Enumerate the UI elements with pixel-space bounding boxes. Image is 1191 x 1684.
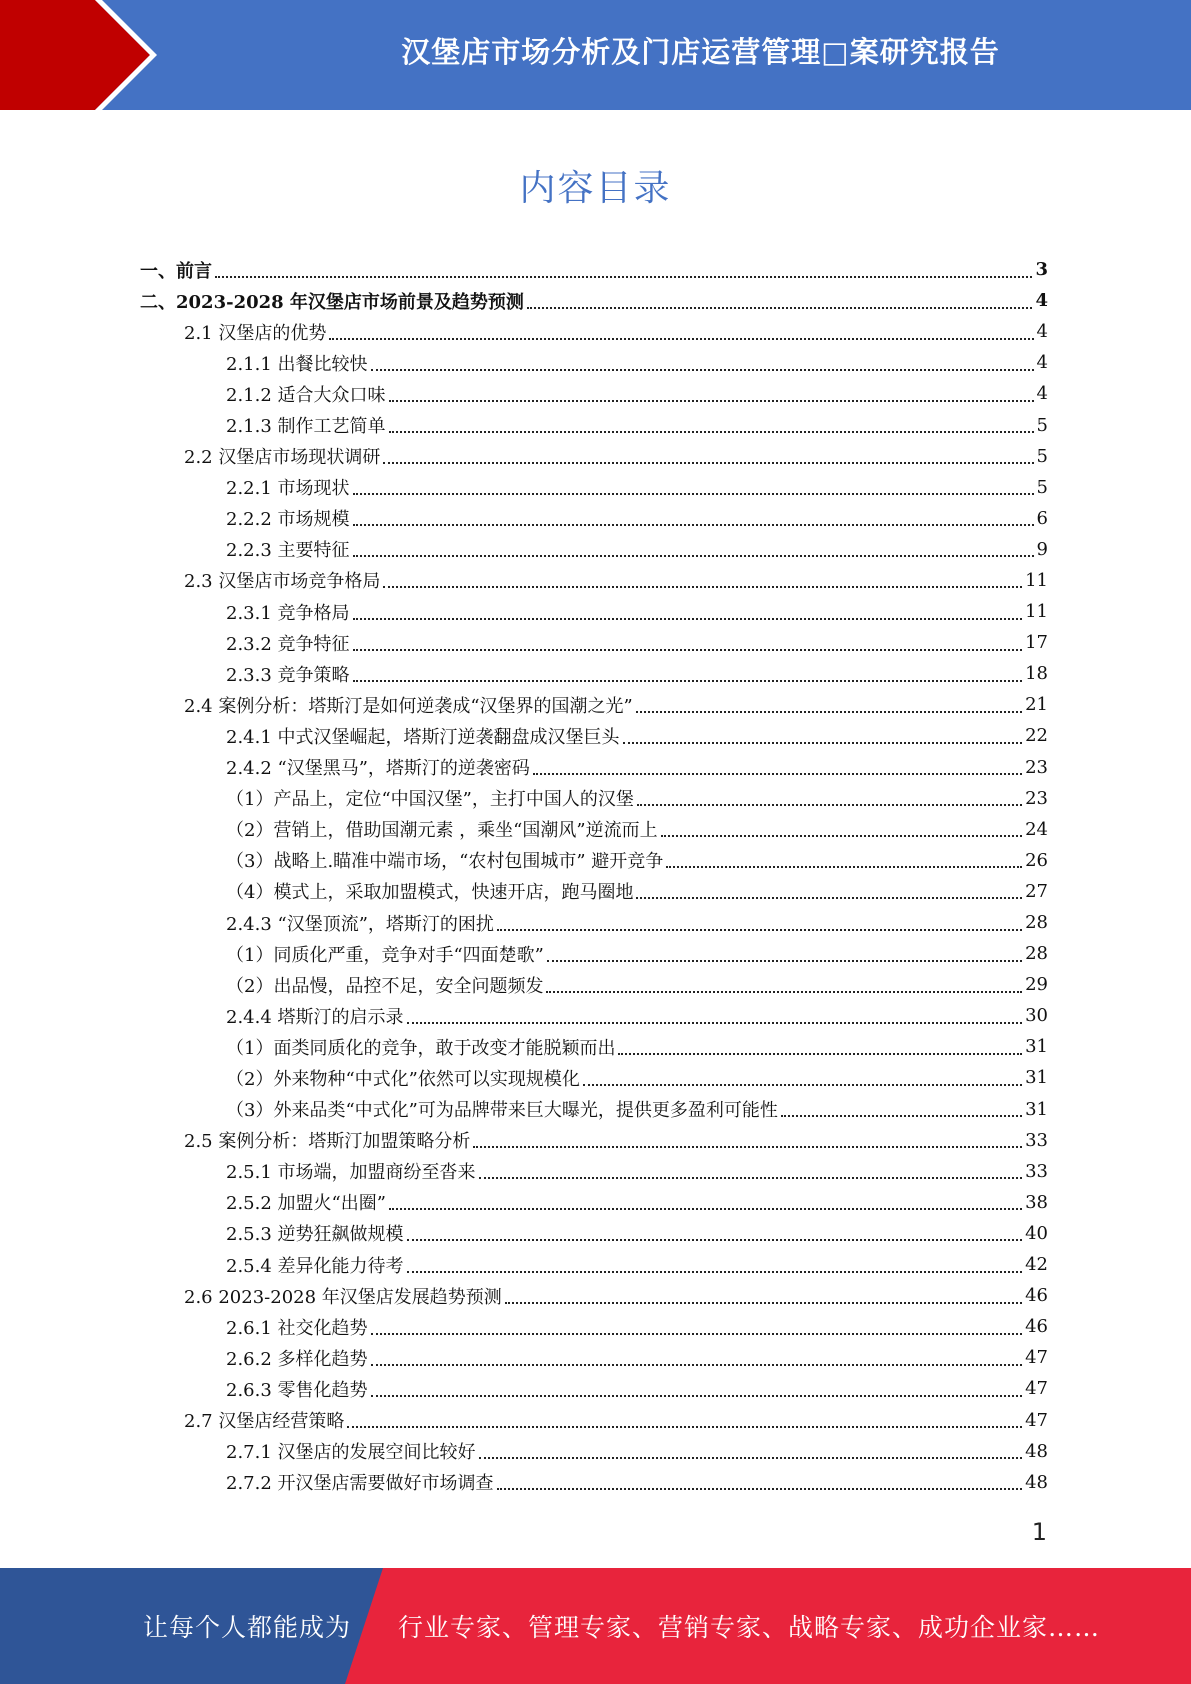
toc-entry[interactable] [140, 876, 1048, 907]
dot-leader [389, 431, 1034, 433]
toc-entry-page: 31 [1025, 1036, 1048, 1058]
toc-entry-page: 17 [1025, 632, 1048, 654]
toc-entry-label: 2.5.3 逆势狂飙做规模 [226, 1224, 404, 1246]
toc-entry-label: 2.4 案例分析：塔斯汀是如何逆袭成“汉堡界的国潮之光” [184, 695, 633, 717]
toc-entry-page: 5 [1036, 476, 1048, 498]
toc-entry[interactable] [140, 316, 1048, 347]
toc-entry-page: 42 [1025, 1254, 1048, 1276]
toc-entry[interactable] [140, 441, 1048, 472]
dot-leader [353, 555, 1034, 557]
toc-entry-page: 48 [1025, 1440, 1048, 1462]
toc-entry-label: （3）外来品类“中式化”可为品牌带来巨大曝光，提供更多盈利可能性 [226, 1100, 778, 1122]
toc-entry-label: 2.4.1 中式汉堡崛起，塔斯汀逆袭翻盘成汉堡巨头 [226, 726, 620, 748]
table-of-contents [140, 254, 1048, 1498]
toc-entry[interactable] [140, 254, 1048, 285]
toc-entry-page: 11 [1025, 601, 1048, 623]
dot-leader [479, 1457, 1023, 1459]
dot-leader [533, 773, 1022, 775]
toc-entry-label: 2.4.3 “汉堡顶流”，塔斯汀的困扰 [226, 913, 494, 935]
toc-entry-label: 2.2.2 市场规模 [226, 509, 350, 531]
toc-entry-page: 5 [1036, 414, 1048, 436]
toc-entry-page: 47 [1025, 1347, 1048, 1369]
toc-entry[interactable] [140, 1062, 1048, 1093]
toc-entry-label: （2）出品慢，品控不足，安全问题频发 [226, 975, 544, 997]
toc-entry-label: 一、前言 [140, 260, 212, 282]
toc-entry-page: 33 [1025, 1160, 1048, 1182]
dot-leader [479, 1177, 1023, 1179]
toc-entry-label: （1）同质化严重，竞争对手“四面楚歌” [226, 944, 544, 966]
toc-entry-label: （1）面类同质化的竞争，敢于改变才能脱颖而出 [226, 1037, 616, 1059]
toc-entry-page: 30 [1025, 1005, 1048, 1027]
toc-entry[interactable] [140, 1156, 1048, 1187]
toc-entry[interactable] [140, 627, 1048, 658]
toc-entry[interactable] [140, 720, 1048, 751]
dot-leader [473, 1146, 1022, 1148]
toc-entry-label: 二、2023-2028 年汉堡店市场前景及趋势预测 [140, 291, 524, 313]
toc-entry-label: 2.4.2 “汉堡黑马”，塔斯汀的逆袭密码 [226, 758, 530, 780]
toc-entry-label: 2.7 汉堡店经营策略 [184, 1411, 345, 1433]
dot-leader [637, 804, 1022, 806]
toc-entry[interactable] [140, 472, 1048, 503]
toc-entry[interactable] [140, 1094, 1048, 1125]
dot-leader [353, 524, 1034, 526]
toc-entry-label: 2.2.1 市场现状 [226, 478, 350, 500]
header-banner [0, 0, 1191, 110]
toc-entry-label: （2）营销上，借助国潮元素 ，乘坐“国潮风”逆流而上 [226, 820, 658, 842]
dot-leader [618, 1053, 1022, 1055]
dot-leader [371, 1333, 1023, 1335]
dot-leader [781, 1115, 1022, 1117]
toc-entry-page: 23 [1025, 787, 1048, 809]
toc-entry-label: 2.2 汉堡店市场现状调研 [184, 447, 381, 469]
toc-entry[interactable] [140, 783, 1048, 814]
toc-entry-label: 2.3 汉堡店市场竞争格局 [184, 571, 381, 593]
toc-entry-page: 26 [1025, 849, 1048, 871]
toc-entry-label: 2.6.1 社交化趋势 [226, 1317, 368, 1339]
toc-entry-label: （3）战略上.瞄准中端市场，“农村包围城市” 避开竞争 [226, 851, 664, 873]
toc-entry-label: 2.6 2023-2028 年汉堡店发展趋势预测 [184, 1286, 502, 1308]
page-number: 1 [1031, 1518, 1047, 1546]
toc-entry-page: 4 [1036, 383, 1048, 405]
toc-entry-page: 46 [1025, 1285, 1048, 1307]
toc-entry[interactable] [140, 534, 1048, 565]
toc-entry-label: 2.6.3 零售化趋势 [226, 1379, 368, 1401]
toc-entry-page: 28 [1025, 943, 1048, 965]
toc-entry[interactable] [140, 378, 1048, 409]
toc-entry-label: 2.1.2 适合大众口味 [226, 384, 386, 406]
dot-leader [527, 307, 1033, 309]
toc-entry-label: 2.7.2 开汉堡店需要做好市场调查 [226, 1473, 494, 1495]
toc-entry-label: 2.6.2 多样化趋势 [226, 1348, 368, 1370]
footer-banner [0, 1568, 1191, 1684]
toc-entry-page: 46 [1025, 1316, 1048, 1338]
toc-entry-label: （4）模式上，采取加盟模式，快速开店，跑马圈地 [226, 882, 634, 904]
toc-entry-label: 2.5.4 差异化能力待考 [226, 1255, 404, 1277]
toc-entry[interactable] [140, 752, 1048, 783]
toc-entry-label: 2.5.1 市场端，加盟商纷至沓来 [226, 1162, 476, 1184]
toc-entry-label: 2.1 汉堡店的优势 [184, 322, 327, 344]
toc-entry-page: 29 [1025, 974, 1048, 996]
toc-entry-page: 11 [1025, 569, 1048, 591]
toc-entry[interactable] [140, 1311, 1048, 1342]
toc-entry-page: 31 [1025, 1067, 1048, 1089]
toc-entry-page: 6 [1036, 507, 1048, 529]
toc-entry[interactable] [140, 907, 1048, 938]
toc-entry-page: 21 [1025, 694, 1048, 716]
toc-entry-label: 2.7.1 汉堡店的发展空间比较好 [226, 1442, 476, 1464]
toc-entry[interactable] [140, 969, 1048, 1000]
dot-leader [505, 1302, 1022, 1304]
toc-entry-label: 2.1.1 出餐比较快 [226, 353, 368, 375]
dot-leader [215, 276, 1032, 278]
toc-entry[interactable] [140, 658, 1048, 689]
dot-leader [547, 960, 1022, 962]
toc-entry-page: 3 [1035, 259, 1048, 281]
toc-entry[interactable] [140, 1467, 1048, 1498]
toc-entry[interactable] [140, 503, 1048, 534]
toc-entry-label: 2.5.2 加盟火“出圈” [226, 1193, 386, 1215]
toc-entry[interactable] [140, 1436, 1048, 1467]
toc-entry-label: 2.2.3 主要特征 [226, 540, 350, 562]
dot-leader [353, 618, 1023, 620]
dot-leader [371, 1395, 1023, 1397]
toc-entry[interactable] [140, 285, 1048, 316]
dot-leader [353, 649, 1023, 651]
dot-leader [371, 1364, 1023, 1366]
toc-entry[interactable] [140, 1187, 1048, 1218]
dot-leader [623, 742, 1023, 744]
dot-leader [497, 1488, 1023, 1490]
toc-entry[interactable] [140, 938, 1048, 969]
toc-entry-page: 28 [1025, 912, 1048, 934]
toc-entry-page: 18 [1025, 663, 1048, 685]
dot-leader [353, 680, 1023, 682]
toc-entry-page: 23 [1025, 756, 1048, 778]
toc-entry-label: 2.3.1 竞争格局 [226, 602, 350, 624]
dot-leader [546, 991, 1022, 993]
toc-entry-page: 9 [1036, 538, 1048, 560]
toc-entry-label: （2）外来物种“中式化”依然可以实现规模化 [226, 1068, 580, 1090]
toc-entry[interactable] [140, 1000, 1048, 1031]
toc-entry-page: 4 [1035, 290, 1048, 312]
toc-entry[interactable] [140, 1218, 1048, 1249]
toc-entry[interactable] [140, 565, 1048, 596]
toc-entry[interactable] [140, 814, 1048, 845]
toc-entry-page: 4 [1036, 352, 1048, 374]
toc-entry-page: 4 [1036, 321, 1048, 343]
dot-leader [497, 929, 1022, 931]
dot-leader [383, 462, 1033, 464]
footer-slogan: 让每个人都能成为 [143, 1613, 352, 1642]
toc-entry-page: 31 [1025, 1098, 1048, 1120]
toc-entry[interactable] [140, 1373, 1048, 1404]
toc-entry[interactable] [140, 689, 1048, 720]
toc-entry[interactable] [140, 347, 1048, 378]
toc-entry-page: 47 [1025, 1409, 1048, 1431]
toc-entry-page: 33 [1025, 1129, 1048, 1151]
dot-leader [383, 586, 1022, 588]
dot-leader [636, 711, 1022, 713]
dot-leader [636, 897, 1022, 899]
toc-entry[interactable] [140, 409, 1048, 440]
toc-entry[interactable] [140, 1280, 1048, 1311]
toc-entry[interactable] [140, 596, 1048, 627]
toc-entry-label: 2.5 案例分析：塔斯汀加盟策略分析 [184, 1131, 471, 1153]
toc-entry[interactable] [140, 1404, 1048, 1435]
toc-entry-page: 5 [1036, 445, 1048, 467]
toc-entry-page: 22 [1025, 725, 1048, 747]
toc-heading: 内容目录 [519, 168, 672, 209]
toc-entry-page: 24 [1025, 818, 1048, 840]
toc-entry[interactable] [140, 845, 1048, 876]
dot-leader [347, 1426, 1022, 1428]
report-title: 汉堡店市场分析及门店运营管理□案研究报告 [401, 34, 1000, 69]
toc-entry-label: 2.1.3 制作工艺简单 [226, 416, 386, 438]
dot-leader [329, 338, 1033, 340]
toc-entry-label: 2.3.3 竞争策略 [226, 664, 350, 686]
toc-entry-page: 27 [1025, 880, 1048, 902]
dot-leader [371, 369, 1034, 371]
dot-leader [389, 400, 1034, 402]
toc-entry[interactable] [140, 1342, 1048, 1373]
toc-entry-page: 38 [1025, 1191, 1048, 1213]
dot-leader [666, 866, 1022, 868]
dot-leader [407, 1022, 1023, 1024]
dot-leader [407, 1271, 1023, 1273]
toc-entry-label: 2.3.2 竞争特征 [226, 633, 350, 655]
toc-entry[interactable] [140, 1031, 1048, 1062]
toc-entry[interactable] [140, 1125, 1048, 1156]
toc-entry-label: 2.4.4 塔斯汀的启示录 [226, 1006, 404, 1028]
dot-leader [407, 1239, 1023, 1241]
dot-leader [353, 493, 1034, 495]
toc-entry-page: 40 [1025, 1222, 1048, 1244]
toc-entry-label: （1）产品上，定位“中国汉堡”，主打中国人的汉堡 [226, 789, 634, 811]
footer-expert-list: 行业专家、管理专家、营销专家、战略专家、成功企业家…… [398, 1613, 1101, 1642]
toc-entry-page: 47 [1025, 1378, 1048, 1400]
dot-leader [583, 1084, 1022, 1086]
dot-leader [389, 1208, 1022, 1210]
dot-leader [661, 835, 1023, 837]
toc-entry[interactable] [140, 1249, 1048, 1280]
toc-entry-page: 48 [1025, 1471, 1048, 1493]
